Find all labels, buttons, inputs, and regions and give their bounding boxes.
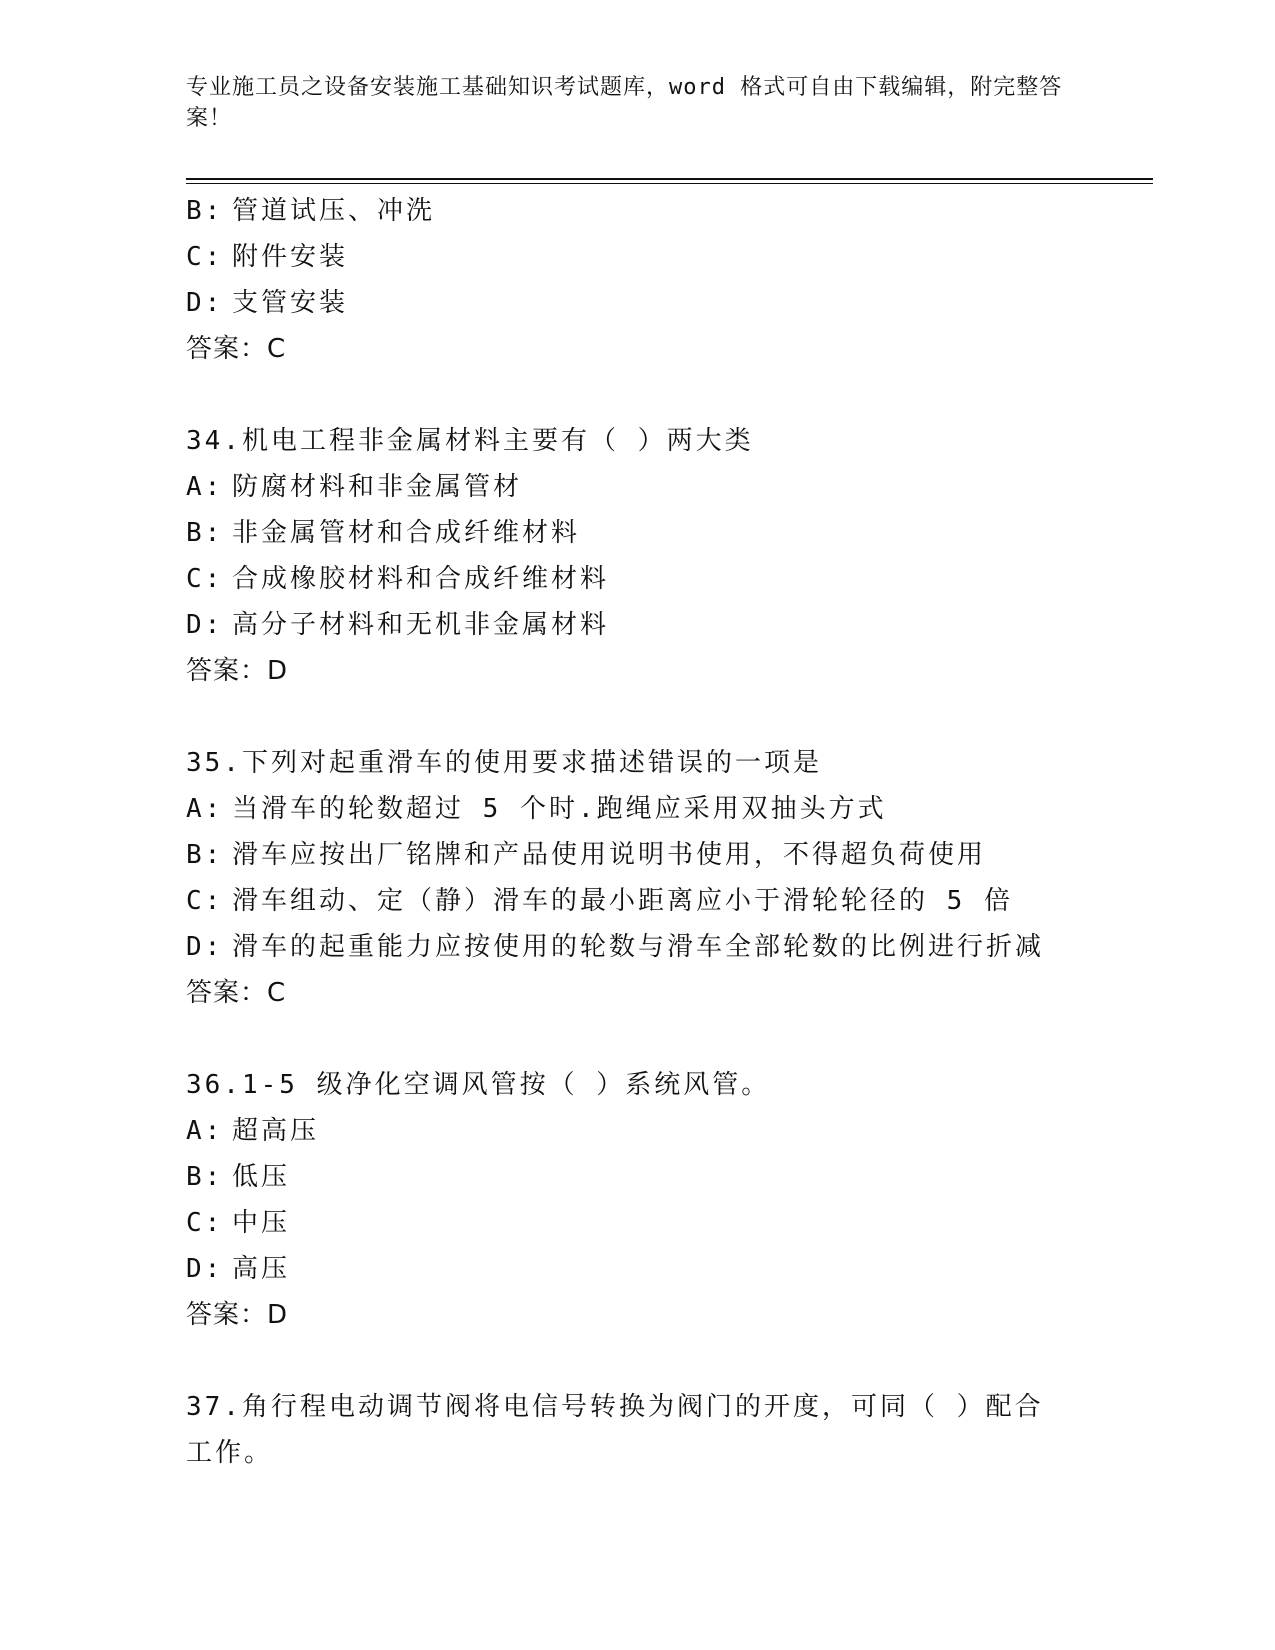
header-divider-thin [186, 183, 1153, 184]
option-b [186, 1154, 1086, 1200]
option-label: B: [186, 518, 224, 548]
question-block-continued [186, 188, 1086, 372]
option-text: 管道试压、冲洗 [232, 196, 436, 226]
option-label: C: [186, 886, 224, 916]
answer: 答案：C [186, 978, 287, 1008]
option-text: 滑车应按出厂铭牌和产品使用说明书使用，不得超负荷使用 [232, 840, 987, 870]
option-c [186, 234, 1086, 280]
option-d [186, 280, 1086, 326]
option-b [186, 188, 1086, 234]
option-text: 高分子材料和无机非金属材料 [232, 610, 610, 640]
option-label: B: [186, 1162, 224, 1192]
option-a [186, 464, 1086, 510]
option-label: B: [186, 196, 224, 226]
option-text: 中压 [232, 1208, 291, 1238]
option-b [186, 510, 1086, 556]
document-header: 专业施工员之设备安装施工基础知识考试题库，word 格式可自由下载编辑，附完整答案！ [186, 75, 1063, 131]
option-d [186, 924, 1086, 970]
question-content [186, 188, 1086, 1476]
option-label: C: [186, 242, 224, 272]
option-text: 防腐材料和非金属管材 [232, 472, 523, 502]
option-b [186, 832, 1086, 878]
option-label: C: [186, 564, 224, 594]
option-text: 滑车的起重能力应按使用的轮数与滑车全部轮数的比例进行折减 [232, 932, 1045, 962]
question-block-37 [186, 1384, 1086, 1476]
question-text: 34.机电工程非金属材料主要有（ ）两大类 [186, 426, 754, 456]
option-text: 合成橡胶材料和合成纤维材料 [232, 564, 610, 594]
option-label: D: [186, 1254, 224, 1284]
option-a [186, 786, 1086, 832]
question-block-35 [186, 740, 1086, 1016]
option-text: 非金属管材和合成纤维材料 [232, 518, 581, 548]
option-text: 当滑车的轮数超过 5 个时.跑绳应采用双抽头方式 [232, 794, 887, 824]
option-c [186, 556, 1086, 602]
answer: 答案：D [186, 656, 289, 686]
answer: 答案：D [186, 1300, 289, 1330]
question-text: 35.下列对起重滑车的使用要求描述错误的一项是 [186, 748, 822, 778]
option-label: A: [186, 472, 224, 502]
option-text: 低压 [232, 1162, 291, 1192]
option-text: 支管安装 [232, 288, 349, 318]
option-label: D: [186, 932, 224, 962]
option-a [186, 1108, 1086, 1154]
option-d [186, 1246, 1086, 1292]
option-label: A: [186, 794, 224, 824]
option-c [186, 1200, 1086, 1246]
option-label: D: [186, 288, 224, 318]
option-c [186, 878, 1086, 924]
question-text: 37.角行程电动调节阀将电信号转换为阀门的开度，可同（ ）配合工作。 [186, 1392, 1044, 1468]
option-label: B: [186, 840, 224, 870]
answer: 答案：C [186, 334, 287, 364]
option-text: 滑车组动、定（静）滑车的最小距离应小于滑轮轮径的 5 倍 [232, 886, 1013, 916]
option-text: 高压 [232, 1254, 291, 1284]
option-d [186, 602, 1086, 648]
option-text: 附件安装 [232, 242, 349, 272]
question-block-34 [186, 418, 1086, 694]
question-text: 36.1-5 级净化空调风管按（ ）系统风管。 [186, 1070, 771, 1100]
option-text: 超高压 [232, 1116, 320, 1146]
option-label: C: [186, 1208, 224, 1238]
header-divider-thick [186, 178, 1153, 180]
question-block-36 [186, 1062, 1086, 1338]
option-label: D: [186, 610, 224, 640]
option-label: A: [186, 1116, 224, 1146]
